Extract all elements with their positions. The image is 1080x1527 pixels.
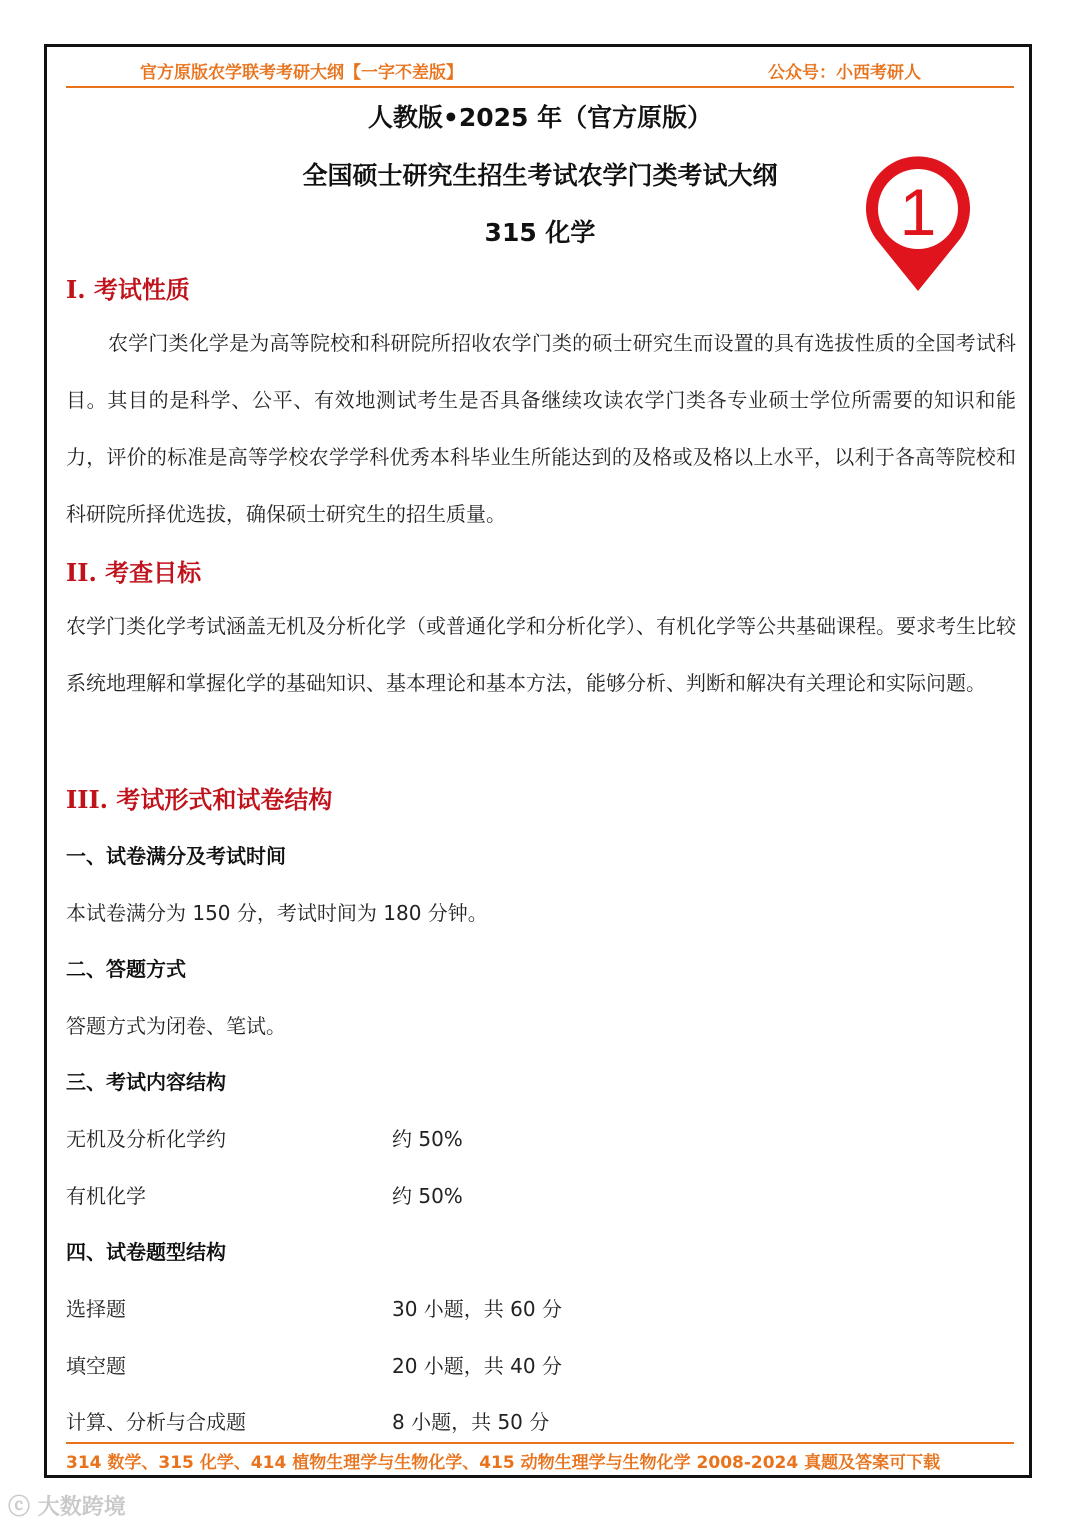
header-right-text: 公众号：小西考研人 [768,63,921,83]
section-2-body: 农学门类化学考试涵盖无机及分析化学（或普通化学和分析化学）、有机化学等公共基础课程。要求考生比较系统地理解和掌握化学的基础知识、基本理论和基本方法，能够分析、判断和解决有关理论和实际问题。 [66,614,1016,695]
header-divider [66,86,1014,88]
header-left-text: 官方原版农学联考考研大纲【一字不差版】 [140,63,463,83]
pin-number: 1 [899,175,937,249]
section-2-heading: II. 考查目标 [66,558,202,587]
footer-divider [66,1442,1014,1444]
question-type-label: 选择题 [66,1297,126,1321]
doc-title-main: 全国硕士研究生招生考试农学门类考试大纲 [302,161,778,190]
section-1-body: 农学门类化学是为高等院校和科研院所招收农学门类的硕士研究生而设置的具有选拔性质的全国考试科目。其目的是科学、公平、有效地测试考生是否具备继续攻读农学门类各专业硕士学位所需要的知识和能力，评价的标准是高等学校农学学科优秀本科毕业生所能达到的及格或及格以上水平，以利于各高等院校和科研院所择优选拔，确保硕士研究生的招生质量。 [66,331,1016,526]
content-row-label: 无机及分析化学约 [66,1127,226,1151]
content-row-label: 有机化学 [66,1184,146,1208]
question-type-value: 8 小题，共 50 分 [392,1410,550,1434]
question-type-value: 20 小题，共 40 分 [392,1354,562,1378]
subsection-score-time-title: 一、试卷满分及考试时间 [66,844,286,868]
subsection-question-types-title: 四、试卷题型结构 [66,1240,226,1264]
watermark-logo [8,1490,126,1521]
score-time-text: 本试卷满分为 150 分，考试时间为 180 分钟。 [66,901,488,925]
subsection-content-structure-title: 三、考试内容结构 [66,1070,226,1094]
section-3-heading: III. 考试形式和试卷结构 [66,785,333,814]
footer-download-note: 314 数学、315 化学、414 植物生理学与生物化学、415 动物生理学与生物化学 2008-2024 真题及答案可下载 [66,1453,941,1473]
section-1-heading: I. 考试性质 [66,275,190,304]
doc-title-edition: 人教版•2025 年（官方原版） [367,103,713,132]
question-type-value: 30 小题，共 60 分 [392,1297,562,1321]
content-row-value: 约 50% [392,1184,463,1208]
number-one-pin-icon [862,155,974,293]
watermark-text: 大数跨境 [37,1495,126,1520]
question-type-label: 填空题 [66,1354,126,1378]
doc-title-subject: 315 化学 [484,218,596,247]
subsection-answer-mode-title: 二、答题方式 [66,957,186,981]
answer-mode-text: 答题方式为闭卷、笔试。 [66,1014,286,1038]
question-type-label: 计算、分析与合成题 [66,1410,246,1434]
watermark-icon: ⓒ [8,1495,31,1520]
content-row-value: 约 50% [392,1127,463,1151]
